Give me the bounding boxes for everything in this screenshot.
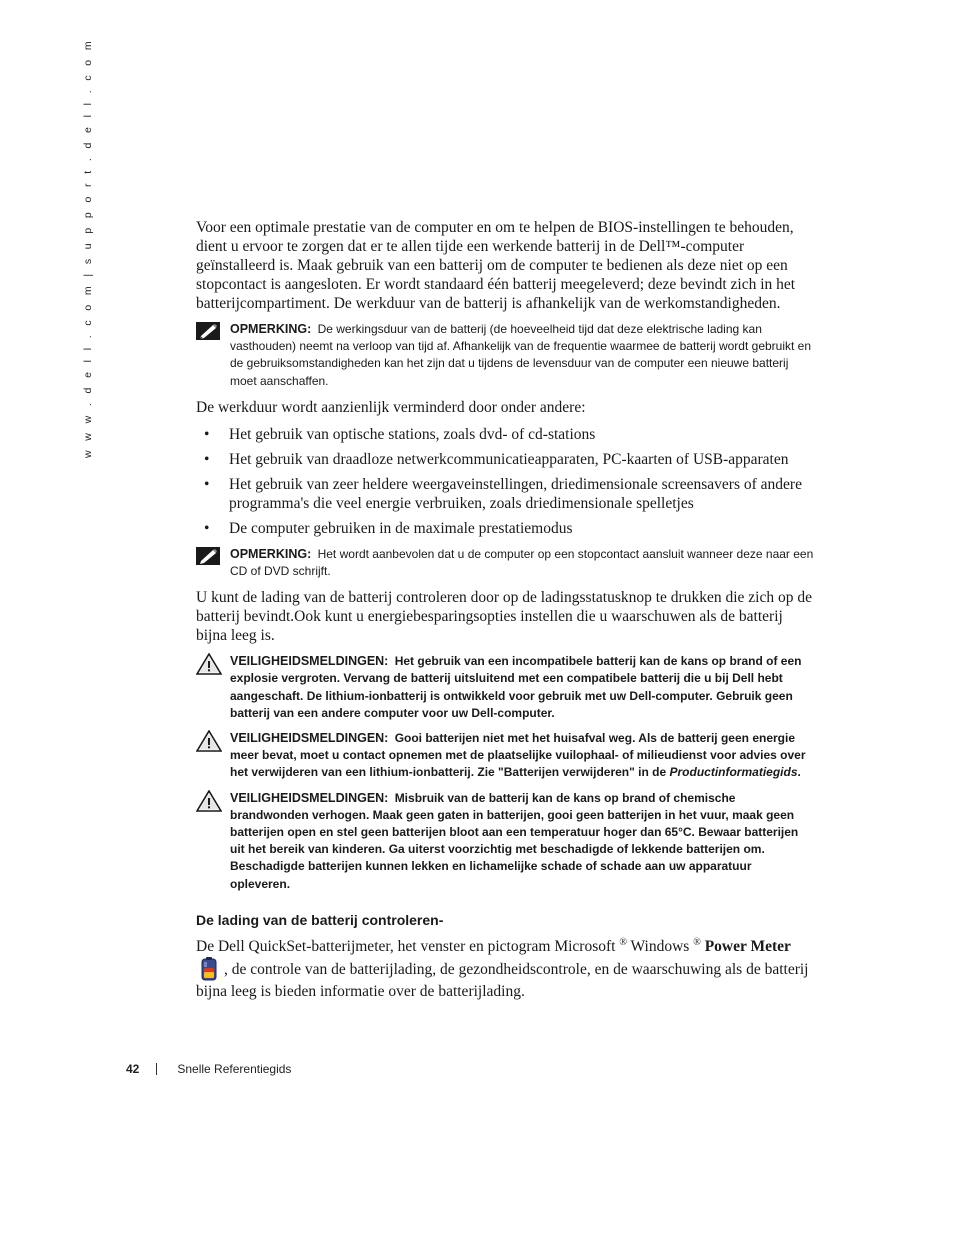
warning-3-text: Misbruik van de batterij kan de kans op brand of chemische brandwonden verhogen. Maak geen gaten in batterijen, gooi geen batterijen in het vuur, maak geen batterijen open en stel geen batterijen bloot aan een temperatuur hoger dan 65°C. Bewaar batterijen uit het bereik van kinderen. Ga uiterst voorzichtig met beschadigde of lekkende batterijen om. Beschadigde batterijen kunnen lekken en lichamelijke schade of schade aan uw apparatuur opleveren. bbox=[230, 790, 799, 891]
warning-2-doc-title: Productinformatiegids bbox=[669, 765, 798, 780]
warning-3-label: VEILIGHEIDSMELDINGEN: bbox=[230, 790, 389, 805]
note-2-label: OPMERKING: bbox=[230, 546, 312, 561]
warning-2-text: Gooi batterijen niet met het huisafval weg. Als de batterij geen energie meer bevat, moet u contact opnemen met de plaatselijke vuilophaal- of milieudienst voor advies over het verwijderen van een lithium-ionbatterij. Zie "Batterijen verwijderen" in de bbox=[230, 731, 806, 780]
bullet-icon: • bbox=[204, 450, 210, 468]
warning-triangle-icon bbox=[196, 730, 230, 782]
note-2-text: Het wordt aanbevolen dat u de computer op een stopcontact aansluit wanneer deze naar een CD of DVD schrijft. bbox=[230, 546, 814, 579]
note-pencil-icon bbox=[196, 546, 230, 580]
bullet-icon: • bbox=[204, 425, 210, 443]
power-meter-battery-icon bbox=[198, 956, 220, 982]
warning-2: VEILIGHEIDSMELDINGEN: Gooi batterijen niet met het huisafval weg. Als de batterij geen energie meer bevat, moet u contact opnemen met de plaatselijke vuilophaal- of milieudienst voor advies over het verwijderen van een lithium-ionbatterij. Zie "Batterijen verwijderen" in de Productinformatiegids. bbox=[196, 730, 814, 782]
reduced-intro: De werkduur wordt aanzienlijk verminderd door onder andere: bbox=[196, 398, 586, 416]
page-number: 42 bbox=[126, 1062, 140, 1076]
warning-1-label: VEILIGHEIDSMELDINGEN: bbox=[230, 654, 389, 669]
warning-2-label: VEILIGHEIDSMELDINGEN: bbox=[230, 731, 389, 746]
footer-title: Snelle Referentiegids bbox=[177, 1062, 292, 1076]
warning-3 bbox=[196, 790, 814, 893]
note-1-text: De werkingsduur van de batterij (de hoeveelheid tijd dat deze elektrische lading kan vasthouden) neemt na verloop van tijd af. Afhankelijk van de frequentie waarmee de batterij wordt gebruikt en de gebruiksomstandigheden kan het zijn dat u tijdens de levensduur van de computer een nieuwe batterij moet aanschaffen. bbox=[230, 322, 812, 388]
warning-1-text: Het gebruik van een incompatibele batterij kan de kans op brand of een explosie vergroten. Vervang de batterij uitsluitend met een compatibele batterij die u bij Dell hebt aangeschaft. De lithium-ionbatterij is ontwikkeld voor gebruik met uw Dell-computer. Gebruik geen batterij van een andere computer voor uw Dell-computer. bbox=[230, 654, 802, 720]
footer-divider bbox=[156, 1063, 157, 1075]
reduction-list bbox=[196, 425, 814, 538]
section-heading: De lading van de batterij controleren- bbox=[196, 911, 444, 928]
list-item: • Het gebruik van zeer heldere weergaveinstellingen, driedimensionale screensavers of andere programma's die veel energie verbruiken, zoals driedimensionale spelletjes bbox=[204, 475, 802, 512]
main-content bbox=[196, 218, 814, 1001]
list-item: • Het gebruik van draadloze netwerkcommunicatieapparaten, PC-kaarten of USB-apparaten bbox=[204, 450, 789, 468]
sidebar-url: w w w . d e l l . c o m | s u p p o r t . d e l l . c o m bbox=[82, 37, 94, 458]
warning-1 bbox=[196, 653, 814, 722]
warning-triangle-icon bbox=[196, 790, 230, 893]
note-1-label: OPMERKING: bbox=[230, 322, 312, 336]
bullet-icon: • bbox=[204, 475, 210, 493]
check-paragraph: U kunt de lading van de batterij controleren door op de ladingsstatusknop te drukken die zich op de batterij bevindt.Ook kunt u energiebesparingsopties instellen die u waarschuwen als de batterij bijna leeg is. bbox=[196, 589, 812, 645]
list-item: • Het gebruik van optische stations, zoals dvd- of cd-stations bbox=[204, 425, 596, 443]
page-footer bbox=[126, 1062, 291, 1076]
intro-paragraph: Voor een optimale prestatie van de computer en om te helpen de BIOS-instellingen te behouden, dient u ervoor te zorgen dat er te allen tijde een werkende batterij in de Dell™-computer geïnstalleerd is. Maak gebruik van een batterij om de computer te bedienen als deze niet op een stopcontact is aangesloten. Er wordt standaard één batterij meegeleverd; deze bevindt zich in het batterijcompartiment. De werkduur van de batterij is afhankelijk van de werkomstandigheden. bbox=[196, 219, 796, 312]
list-item: • De computer gebruiken in de maximale prestatiemodus bbox=[204, 519, 573, 537]
note-pencil-icon bbox=[196, 321, 230, 390]
bullet-icon: • bbox=[204, 519, 210, 537]
note-1 bbox=[196, 321, 814, 390]
note-2 bbox=[196, 546, 814, 580]
warning-triangle-icon bbox=[196, 653, 230, 722]
power-meter-name: Power Meter bbox=[700, 937, 791, 955]
power-meter-paragraph: De Dell QuickSet-batterijmeter, het venster en pictogram Microsoft ® Windows ® Power Meter , de controle van de batterijlading, de gezondheidscontrole, en de waarschuwing als de batterij bijna leeg is bieden informatie over de batterijlading. bbox=[196, 936, 809, 1000]
